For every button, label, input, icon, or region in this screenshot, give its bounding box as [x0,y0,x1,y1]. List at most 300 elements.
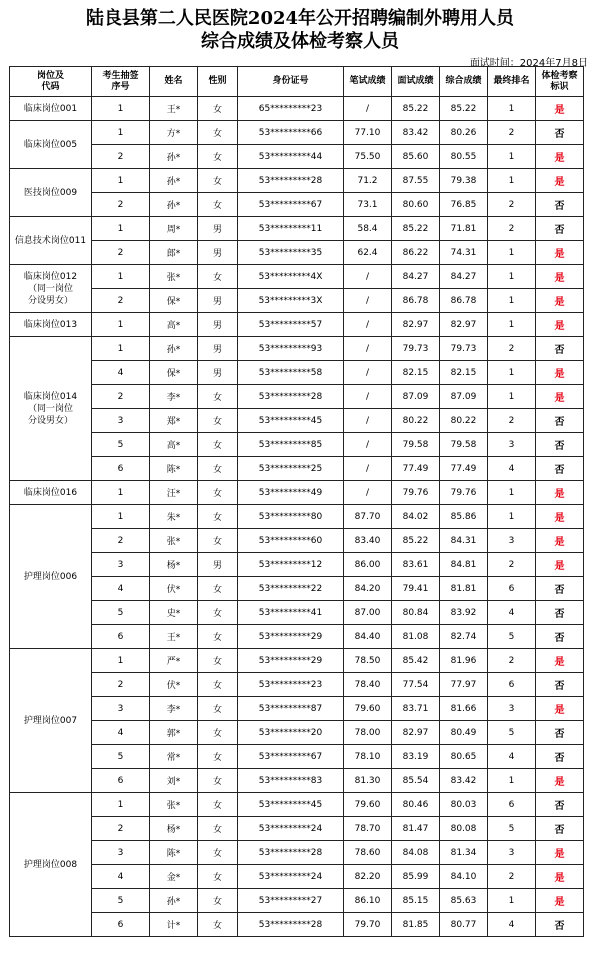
name-cell: 方* [150,121,198,145]
exam-flag-cell: 否 [536,913,584,937]
written-score-cell: 71.2 [344,169,392,193]
gender-cell: 男 [198,337,238,361]
interview-score-cell: 86.78 [392,289,440,313]
results-table [9,66,584,937]
total-score-cell: 87.09 [440,385,488,409]
lot-cell: 1 [92,793,150,817]
total-score-cell: 84.31 [440,529,488,553]
name-cell: 李* [150,697,198,721]
id-cell: 53*********93 [238,337,344,361]
lot-cell: 5 [92,433,150,457]
total-score-cell: 80.08 [440,817,488,841]
header-id: 身份证号 [238,67,344,97]
id-cell: 53*********3X [238,289,344,313]
exam-flag-cell: 是 [536,529,584,553]
interview-score-cell: 85.22 [392,529,440,553]
exam-flag-cell: 是 [536,505,584,529]
table-row [10,841,584,865]
exam-flag-cell: 否 [536,337,584,361]
exam-flag-cell: 是 [536,289,584,313]
exam-flag-cell: 是 [536,145,584,169]
interview-score-cell: 86.22 [392,241,440,265]
interview-score-cell: 85.22 [392,217,440,241]
interview-score-cell: 84.08 [392,841,440,865]
gender-cell: 女 [198,505,238,529]
name-cell: 孙* [150,337,198,361]
table-row [10,913,584,937]
written-score-cell: 81.30 [344,769,392,793]
table-row [10,625,584,649]
gender-cell: 女 [198,769,238,793]
total-score-cell: 79.58 [440,433,488,457]
rank-cell: 3 [488,697,536,721]
lot-cell: 1 [92,121,150,145]
lot-cell: 2 [92,241,150,265]
gender-cell: 女 [198,793,238,817]
table-row [10,481,584,505]
id-cell: 53*********35 [238,241,344,265]
gender-cell: 女 [198,457,238,481]
gender-cell: 男 [198,289,238,313]
gender-cell: 女 [198,529,238,553]
position-cell: 临床岗位005 [10,121,92,169]
gender-cell: 女 [198,841,238,865]
table-row [10,601,584,625]
id-cell: 53*********58 [238,361,344,385]
total-score-cell: 81.66 [440,697,488,721]
interview-score-cell: 83.61 [392,553,440,577]
total-score-cell: 80.22 [440,409,488,433]
rank-cell: 4 [488,601,536,625]
table-row [10,313,584,337]
lot-cell: 5 [92,601,150,625]
gender-cell: 女 [198,745,238,769]
name-cell: 孙* [150,889,198,913]
name-cell: 陈* [150,457,198,481]
interview-score-cell: 79.58 [392,433,440,457]
name-cell: 朱* [150,505,198,529]
id-cell: 53*********24 [238,817,344,841]
interview-score-cell: 79.41 [392,577,440,601]
gender-cell: 男 [198,553,238,577]
written-score-cell: / [344,409,392,433]
interview-score-cell: 79.76 [392,481,440,505]
lot-cell: 2 [92,817,150,841]
table-body [10,97,584,937]
interview-score-cell: 80.60 [392,193,440,217]
written-score-cell: / [344,433,392,457]
exam-flag-cell: 是 [536,889,584,913]
written-score-cell: 78.60 [344,841,392,865]
id-cell: 53*********44 [238,145,344,169]
total-score-cell: 77.97 [440,673,488,697]
gender-cell: 女 [198,385,238,409]
rank-cell: 3 [488,529,536,553]
written-score-cell: / [344,289,392,313]
written-score-cell: / [344,265,392,289]
id-cell: 53*********45 [238,409,344,433]
interview-score-cell: 84.02 [392,505,440,529]
table-row [10,457,584,481]
exam-flag-cell: 否 [536,625,584,649]
total-score-cell: 81.81 [440,577,488,601]
rank-cell: 1 [488,145,536,169]
total-score-cell: 79.38 [440,169,488,193]
id-cell: 53*********28 [238,841,344,865]
table-row [10,265,584,289]
interview-score-cell: 85.15 [392,889,440,913]
written-score-cell: 84.20 [344,577,392,601]
gender-cell: 女 [198,577,238,601]
interview-score-cell: 80.46 [392,793,440,817]
gender-cell: 女 [198,97,238,121]
exam-flag-cell: 是 [536,865,584,889]
name-cell: 孙* [150,193,198,217]
exam-flag-cell: 否 [536,577,584,601]
written-score-cell: 78.50 [344,649,392,673]
name-cell: 杨* [150,817,198,841]
rank-cell: 1 [488,241,536,265]
written-score-cell: / [344,481,392,505]
id-cell: 53*********87 [238,697,344,721]
exam-flag-cell: 否 [536,457,584,481]
position-cell: 医技岗位009 [10,169,92,217]
id-cell: 53*********41 [238,601,344,625]
lot-cell: 6 [92,769,150,793]
rank-cell: 1 [488,889,536,913]
table-row [10,145,584,169]
gender-cell: 男 [198,241,238,265]
table-row [10,505,584,529]
total-score-cell: 86.78 [440,289,488,313]
written-score-cell: / [344,385,392,409]
lot-cell: 1 [92,481,150,505]
total-score-cell: 83.42 [440,769,488,793]
rank-cell: 2 [488,193,536,217]
lot-cell: 2 [92,145,150,169]
id-cell: 53*********67 [238,193,344,217]
exam-flag-cell: 是 [536,769,584,793]
header-lot: 考生抽签 序号 [92,67,150,97]
gender-cell: 女 [198,433,238,457]
id-cell: 53*********22 [238,577,344,601]
name-cell: 郑* [150,409,198,433]
position-cell: 护理岗位007 [10,649,92,793]
table-row [10,193,584,217]
name-cell: 高* [150,313,198,337]
name-cell: 张* [150,793,198,817]
gender-cell: 女 [198,601,238,625]
interview-score-cell: 84.27 [392,265,440,289]
exam-flag-cell: 否 [536,217,584,241]
id-cell: 53*********27 [238,889,344,913]
written-score-cell: / [344,337,392,361]
total-score-cell: 82.74 [440,625,488,649]
total-score-cell: 83.92 [440,601,488,625]
written-score-cell: 73.1 [344,193,392,217]
table-row [10,241,584,265]
total-score-cell: 85.22 [440,97,488,121]
exam-flag-cell: 是 [536,361,584,385]
rank-cell: 1 [488,265,536,289]
rank-cell: 1 [488,289,536,313]
written-score-cell: / [344,313,392,337]
written-score-cell: 78.40 [344,673,392,697]
exam-flag-cell: 是 [536,697,584,721]
name-cell: 陈* [150,841,198,865]
table-row [10,529,584,553]
table-row [10,169,584,193]
written-score-cell: 78.00 [344,721,392,745]
rank-cell: 2 [488,409,536,433]
interview-score-cell: 87.55 [392,169,440,193]
gender-cell: 女 [198,121,238,145]
lot-cell: 3 [92,841,150,865]
id-cell: 53*********66 [238,121,344,145]
total-score-cell: 85.86 [440,505,488,529]
exam-flag-cell: 是 [536,841,584,865]
name-cell: 周* [150,217,198,241]
rank-cell: 6 [488,793,536,817]
id-cell: 53*********23 [238,673,344,697]
gender-cell: 女 [198,265,238,289]
lot-cell: 3 [92,697,150,721]
lot-cell: 2 [92,385,150,409]
interview-score-cell: 77.49 [392,457,440,481]
position-cell: 临床岗位001 [10,97,92,121]
gender-cell: 女 [198,193,238,217]
exam-flag-cell: 否 [536,793,584,817]
lot-cell: 2 [92,193,150,217]
lot-cell: 1 [92,313,150,337]
written-score-cell: 77.10 [344,121,392,145]
lot-cell: 6 [92,625,150,649]
gender-cell: 女 [198,889,238,913]
gender-cell: 女 [198,169,238,193]
interview-score-cell: 85.54 [392,769,440,793]
exam-flag-cell: 是 [536,313,584,337]
gender-cell: 男 [198,217,238,241]
lot-cell: 6 [92,457,150,481]
total-score-cell: 74.31 [440,241,488,265]
total-score-cell: 77.49 [440,457,488,481]
lot-cell: 1 [92,337,150,361]
exam-flag-cell: 否 [536,745,584,769]
exam-flag-cell: 否 [536,121,584,145]
interview-score-cell: 85.22 [392,97,440,121]
name-cell: 王* [150,625,198,649]
table-row [10,289,584,313]
lot-cell: 1 [92,217,150,241]
lot-cell: 5 [92,745,150,769]
header-position: 岗位及 代码 [10,67,92,97]
exam-flag-cell: 是 [536,169,584,193]
interview-score-cell: 81.47 [392,817,440,841]
rank-cell: 3 [488,433,536,457]
id-cell: 53*********29 [238,625,344,649]
exam-flag-cell: 否 [536,433,584,457]
name-cell: 郎* [150,241,198,265]
table-row [10,745,584,769]
interview-score-cell: 81.85 [392,913,440,937]
interview-score-cell: 77.54 [392,673,440,697]
table-row [10,385,584,409]
id-cell: 53*********60 [238,529,344,553]
written-score-cell: / [344,361,392,385]
written-score-cell: 79.60 [344,793,392,817]
lot-cell: 4 [92,721,150,745]
position-cell: 临床岗位014 （同一岗位 分设男女） [10,337,92,481]
written-score-cell: 86.10 [344,889,392,913]
written-score-cell: 83.40 [344,529,392,553]
interview-score-cell: 85.42 [392,649,440,673]
table-header-row [10,67,584,97]
id-cell: 53*********83 [238,769,344,793]
written-score-cell: 62.4 [344,241,392,265]
id-cell: 53*********25 [238,457,344,481]
interview-date: 面试时间：2024年7月8日 [469,58,588,69]
exam-flag-cell: 否 [536,817,584,841]
written-score-cell: 78.10 [344,745,392,769]
gender-cell: 女 [198,145,238,169]
gender-cell: 女 [198,817,238,841]
written-score-cell: 84.40 [344,625,392,649]
lot-cell: 2 [92,289,150,313]
rank-cell: 5 [488,817,536,841]
interview-score-cell: 83.19 [392,745,440,769]
table-row [10,97,584,121]
total-score-cell: 79.76 [440,481,488,505]
name-cell: 史* [150,601,198,625]
header-rank: 最终排名 [488,67,536,97]
table-row [10,697,584,721]
id-cell: 53*********20 [238,721,344,745]
id-cell: 53*********29 [238,649,344,673]
name-cell: 郭* [150,721,198,745]
lot-cell: 6 [92,913,150,937]
name-cell: 孙* [150,145,198,169]
id-cell: 53*********80 [238,505,344,529]
rank-cell: 4 [488,913,536,937]
interview-score-cell: 82.97 [392,721,440,745]
total-score-cell: 85.63 [440,889,488,913]
exam-flag-cell: 否 [536,673,584,697]
position-cell: 临床岗位016 [10,481,92,505]
lot-cell: 1 [92,265,150,289]
lot-cell: 2 [92,529,150,553]
table-row [10,217,584,241]
total-score-cell: 71.81 [440,217,488,241]
interview-score-cell: 87.09 [392,385,440,409]
written-score-cell: 79.60 [344,697,392,721]
gender-cell: 女 [198,481,238,505]
id-cell: 53*********28 [238,169,344,193]
table-row [10,865,584,889]
total-score-cell: 82.15 [440,361,488,385]
position-cell: 信息技术岗位011 [10,217,92,265]
interview-score-cell: 82.97 [392,313,440,337]
exam-flag-cell: 否 [536,193,584,217]
exam-flag-cell: 是 [536,649,584,673]
name-cell: 金* [150,865,198,889]
lot-cell: 4 [92,361,150,385]
id-cell: 53*********85 [238,433,344,457]
position-cell: 临床岗位012 （同一岗位 分设男女） [10,265,92,313]
lot-cell: 1 [92,505,150,529]
written-score-cell: 87.70 [344,505,392,529]
position-cell: 护理岗位008 [10,793,92,937]
name-cell: 保* [150,361,198,385]
header-name: 姓名 [150,67,198,97]
rank-cell: 1 [488,169,536,193]
written-score-cell: 75.50 [344,145,392,169]
lot-cell: 4 [92,577,150,601]
rank-cell: 4 [488,457,536,481]
gender-cell: 女 [198,721,238,745]
table-row [10,409,584,433]
id-cell: 53*********11 [238,217,344,241]
table-row [10,121,584,145]
total-score-cell: 84.81 [440,553,488,577]
rank-cell: 2 [488,865,536,889]
lot-cell: 3 [92,553,150,577]
name-cell: 伏* [150,577,198,601]
table-row [10,793,584,817]
lot-cell: 1 [92,97,150,121]
id-cell: 53*********28 [238,913,344,937]
total-score-cell: 76.85 [440,193,488,217]
interview-score-cell: 85.60 [392,145,440,169]
interview-score-cell: 85.99 [392,865,440,889]
rank-cell: 5 [488,625,536,649]
name-cell: 张* [150,265,198,289]
gender-cell: 男 [198,313,238,337]
written-score-cell: / [344,457,392,481]
header-exam: 体检考察 标识 [536,67,584,97]
written-score-cell: 86.00 [344,553,392,577]
id-cell: 53*********24 [238,865,344,889]
lot-cell: 4 [92,865,150,889]
header-total: 综合成绩 [440,67,488,97]
name-cell: 孙* [150,169,198,193]
rank-cell: 4 [488,745,536,769]
name-cell: 高* [150,433,198,457]
table-row [10,817,584,841]
name-cell: 伏* [150,673,198,697]
rank-cell: 3 [488,841,536,865]
id-cell: 53*********57 [238,313,344,337]
name-cell: 刘* [150,769,198,793]
lot-cell: 1 [92,649,150,673]
gender-cell: 女 [198,649,238,673]
interview-score-cell: 83.71 [392,697,440,721]
gender-cell: 女 [198,865,238,889]
total-score-cell: 79.73 [440,337,488,361]
interview-score-cell: 81.08 [392,625,440,649]
interview-score-cell: 80.84 [392,601,440,625]
written-score-cell: 82.20 [344,865,392,889]
position-cell: 临床岗位013 [10,313,92,337]
name-cell: 严* [150,649,198,673]
table-row [10,889,584,913]
header-written: 笔试成绩 [344,67,392,97]
id-cell: 53*********49 [238,481,344,505]
gender-cell: 女 [198,697,238,721]
id-cell: 53*********67 [238,745,344,769]
table-row [10,769,584,793]
lot-cell: 1 [92,169,150,193]
id-cell: 53*********12 [238,553,344,577]
